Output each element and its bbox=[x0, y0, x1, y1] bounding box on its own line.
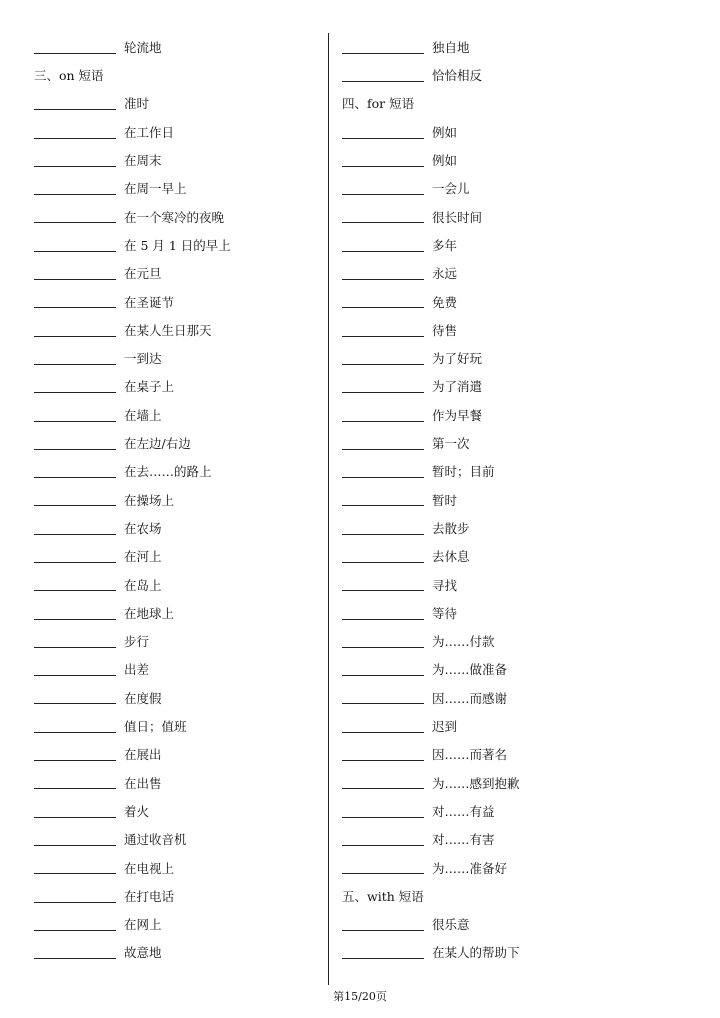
phrase-item bbox=[34, 628, 322, 656]
answer-blank[interactable] bbox=[342, 788, 424, 789]
phrase-meaning: 为……做准备 bbox=[432, 662, 508, 678]
phrase-meaning: 对……有害 bbox=[432, 832, 495, 848]
answer-blank[interactable] bbox=[34, 449, 116, 450]
phrase-item bbox=[342, 628, 642, 656]
phrase-meaning: 在地球上 bbox=[124, 605, 175, 621]
answer-blank[interactable] bbox=[342, 477, 424, 478]
phrase-item bbox=[34, 572, 322, 600]
page-number: 第15/20页 bbox=[333, 990, 387, 1003]
phrase-meaning: 很乐意 bbox=[432, 917, 470, 933]
phrase-item bbox=[34, 600, 322, 628]
phrase-meaning: 多年 bbox=[432, 237, 458, 253]
answer-blank[interactable] bbox=[34, 477, 116, 478]
phrase-item bbox=[342, 458, 642, 486]
answer-blank[interactable] bbox=[342, 505, 424, 506]
phrase-meaning: 为了消遣 bbox=[432, 379, 483, 395]
answer-blank[interactable] bbox=[342, 166, 424, 167]
phrase-meaning: 在度假 bbox=[124, 690, 162, 706]
answer-blank[interactable] bbox=[34, 364, 116, 365]
answer-blank[interactable] bbox=[34, 958, 116, 959]
section-heading-text: 五、with 短语 bbox=[342, 888, 424, 904]
section-heading-text: 三、on 短语 bbox=[34, 68, 104, 84]
answer-blank[interactable] bbox=[34, 845, 116, 846]
phrase-item bbox=[342, 543, 642, 571]
answer-blank[interactable] bbox=[34, 930, 116, 931]
phrase-item bbox=[34, 515, 322, 543]
phrase-item bbox=[342, 289, 642, 317]
phrase-item bbox=[342, 940, 642, 968]
phrase-item bbox=[342, 911, 642, 939]
phrase-item bbox=[342, 147, 642, 175]
answer-blank[interactable] bbox=[342, 873, 424, 874]
phrase-item bbox=[34, 345, 322, 373]
answer-blank[interactable] bbox=[342, 675, 424, 676]
phrase-meaning: 免费 bbox=[432, 294, 458, 310]
phrase-item bbox=[342, 741, 642, 769]
phrase-item bbox=[34, 34, 322, 62]
phrase-meaning: 在岛上 bbox=[124, 577, 162, 593]
phrase-item bbox=[34, 543, 322, 571]
phrase-meaning: 暂时；目前 bbox=[432, 464, 495, 480]
phrase-item bbox=[342, 204, 642, 232]
phrase-meaning: 在左边/右边 bbox=[124, 436, 191, 452]
phrase-item bbox=[342, 430, 642, 458]
phrase-meaning: 通过收音机 bbox=[124, 832, 187, 848]
answer-blank[interactable] bbox=[342, 647, 424, 648]
phrase-item bbox=[342, 402, 642, 430]
answer-blank[interactable] bbox=[34, 194, 116, 195]
answer-blank[interactable] bbox=[34, 873, 116, 874]
phrase-meaning: 例如 bbox=[432, 124, 458, 140]
phrase-meaning: 出差 bbox=[124, 662, 150, 678]
phrase-item bbox=[342, 232, 642, 260]
phrase-meaning: 在桌子上 bbox=[124, 379, 175, 395]
answer-blank[interactable] bbox=[342, 562, 424, 563]
phrase-item bbox=[342, 713, 642, 741]
phrase-meaning: 在工作日 bbox=[124, 124, 175, 140]
phrase-meaning: 第一次 bbox=[432, 436, 470, 452]
answer-blank[interactable] bbox=[342, 449, 424, 450]
answer-blank[interactable] bbox=[34, 647, 116, 648]
phrase-item bbox=[342, 345, 642, 373]
phrase-meaning: 步行 bbox=[124, 634, 150, 650]
answer-blank[interactable] bbox=[34, 817, 116, 818]
phrase-meaning: 例如 bbox=[432, 153, 458, 169]
phrase-meaning: 为……付款 bbox=[432, 634, 495, 650]
phrase-item bbox=[34, 458, 322, 486]
phrase-item bbox=[34, 119, 322, 147]
phrase-meaning: 在河上 bbox=[124, 549, 162, 565]
phrase-item bbox=[34, 770, 322, 798]
phrase-meaning: 在打电话 bbox=[124, 888, 175, 904]
phrase-meaning: 寻找 bbox=[432, 577, 458, 593]
answer-blank[interactable] bbox=[342, 222, 424, 223]
phrase-item bbox=[34, 260, 322, 288]
phrase-meaning: 独自地 bbox=[432, 39, 470, 55]
left-column bbox=[34, 34, 322, 968]
answer-blank[interactable] bbox=[342, 760, 424, 761]
phrase-item bbox=[342, 175, 642, 203]
phrase-meaning: 为了好玩 bbox=[432, 351, 483, 367]
phrase-meaning: 着火 bbox=[124, 803, 150, 819]
answer-blank[interactable] bbox=[342, 817, 424, 818]
answer-blank[interactable] bbox=[34, 760, 116, 761]
phrase-meaning: 去散步 bbox=[432, 520, 470, 536]
phrase-meaning: 故意地 bbox=[124, 945, 162, 961]
answer-blank[interactable] bbox=[34, 788, 116, 789]
answer-blank[interactable] bbox=[342, 138, 424, 139]
phrase-item bbox=[342, 260, 642, 288]
phrase-meaning: 值日；值班 bbox=[124, 719, 187, 735]
answer-blank[interactable] bbox=[342, 732, 424, 733]
phrase-meaning: 在出售 bbox=[124, 775, 162, 791]
phrase-item bbox=[34, 855, 322, 883]
phrase-item bbox=[342, 119, 642, 147]
phrase-meaning: 因……而感谢 bbox=[432, 690, 508, 706]
answer-blank[interactable] bbox=[34, 109, 116, 110]
answer-blank[interactable] bbox=[342, 53, 424, 54]
phrase-meaning: 轮流地 bbox=[124, 39, 162, 55]
answer-blank[interactable] bbox=[34, 421, 116, 422]
phrase-meaning: 永远 bbox=[432, 266, 458, 282]
answer-blank[interactable] bbox=[34, 53, 116, 54]
phrase-meaning: 作为早餐 bbox=[432, 407, 483, 423]
phrase-meaning: 一到达 bbox=[124, 351, 162, 367]
phrase-item bbox=[34, 232, 322, 260]
phrase-item bbox=[34, 147, 322, 175]
phrase-meaning: 在农场 bbox=[124, 520, 162, 536]
phrase-item bbox=[34, 685, 322, 713]
answer-blank[interactable] bbox=[342, 364, 424, 365]
phrase-meaning: 在周一早上 bbox=[124, 181, 187, 197]
answer-blank[interactable] bbox=[34, 562, 116, 563]
phrase-item bbox=[342, 685, 642, 713]
phrase-meaning: 一会儿 bbox=[432, 181, 470, 197]
phrase-item bbox=[342, 572, 642, 600]
answer-blank[interactable] bbox=[342, 307, 424, 308]
answer-blank[interactable] bbox=[342, 279, 424, 280]
answer-blank[interactable] bbox=[34, 732, 116, 733]
answer-blank[interactable] bbox=[342, 958, 424, 959]
phrase-meaning: 在圣诞节 bbox=[124, 294, 175, 310]
phrase-item bbox=[34, 402, 322, 430]
phrase-meaning: 待售 bbox=[432, 322, 458, 338]
answer-blank[interactable] bbox=[34, 392, 116, 393]
phrase-meaning: 很长时间 bbox=[432, 209, 483, 225]
phrase-item bbox=[34, 883, 322, 911]
answer-blank[interactable] bbox=[342, 619, 424, 620]
phrase-item bbox=[34, 713, 322, 741]
answer-blank[interactable] bbox=[342, 421, 424, 422]
phrase-item bbox=[34, 91, 322, 119]
answer-blank[interactable] bbox=[342, 534, 424, 535]
phrase-meaning: 在 5 月 1 日的早上 bbox=[124, 237, 231, 253]
section-heading bbox=[342, 91, 642, 119]
answer-blank[interactable] bbox=[34, 138, 116, 139]
phrase-meaning: 在一个寒冷的夜晚 bbox=[124, 209, 225, 225]
phrase-meaning: 在墙上 bbox=[124, 407, 162, 423]
phrase-meaning: 为……感到抱歉 bbox=[432, 775, 520, 791]
phrase-item bbox=[34, 430, 322, 458]
answer-blank[interactable] bbox=[342, 930, 424, 931]
phrase-item bbox=[34, 204, 322, 232]
answer-blank[interactable] bbox=[34, 251, 116, 252]
phrase-meaning: 恰恰相反 bbox=[432, 68, 483, 84]
phrase-item bbox=[342, 487, 642, 515]
phrase-meaning: 因……而著名 bbox=[432, 747, 508, 763]
section-heading bbox=[342, 883, 642, 911]
phrase-item bbox=[342, 657, 642, 685]
phrase-meaning: 在操场上 bbox=[124, 492, 175, 508]
phrase-item bbox=[34, 657, 322, 685]
phrase-item bbox=[34, 826, 322, 854]
phrase-meaning: 对……有益 bbox=[432, 803, 495, 819]
answer-blank[interactable] bbox=[342, 590, 424, 591]
answer-blank[interactable] bbox=[34, 902, 116, 903]
phrase-item bbox=[342, 515, 642, 543]
phrase-meaning: 为……准备好 bbox=[432, 860, 508, 876]
section-heading bbox=[34, 62, 322, 90]
phrase-meaning: 准时 bbox=[124, 96, 150, 112]
right-column bbox=[342, 34, 642, 968]
answer-blank[interactable] bbox=[34, 222, 116, 223]
answer-blank[interactable] bbox=[34, 619, 116, 620]
answer-blank[interactable] bbox=[34, 534, 116, 535]
phrase-item bbox=[342, 62, 642, 90]
answer-blank[interactable] bbox=[342, 81, 424, 82]
answer-blank[interactable] bbox=[34, 336, 116, 337]
phrase-item bbox=[342, 317, 642, 345]
answer-blank[interactable] bbox=[34, 675, 116, 676]
phrase-item bbox=[34, 911, 322, 939]
section-heading-text: 四、for 短语 bbox=[342, 96, 415, 112]
phrase-item bbox=[342, 855, 642, 883]
phrase-meaning: 在网上 bbox=[124, 917, 162, 933]
answer-blank[interactable] bbox=[34, 279, 116, 280]
phrase-meaning: 在展出 bbox=[124, 747, 162, 763]
phrase-item bbox=[34, 741, 322, 769]
answer-blank[interactable] bbox=[34, 166, 116, 167]
answer-blank[interactable] bbox=[34, 703, 116, 704]
phrase-meaning: 在某人生日那天 bbox=[124, 322, 212, 338]
phrase-meaning: 去休息 bbox=[432, 549, 470, 565]
phrase-item bbox=[34, 798, 322, 826]
column-divider bbox=[328, 33, 329, 985]
phrase-meaning: 在去……的路上 bbox=[124, 464, 212, 480]
answer-blank[interactable] bbox=[342, 194, 424, 195]
answer-blank[interactable] bbox=[342, 392, 424, 393]
answer-blank[interactable] bbox=[342, 703, 424, 704]
phrase-meaning: 迟到 bbox=[432, 719, 458, 735]
answer-blank[interactable] bbox=[34, 307, 116, 308]
phrase-item bbox=[34, 175, 322, 203]
phrase-meaning: 在元旦 bbox=[124, 266, 162, 282]
phrase-meaning: 在电视上 bbox=[124, 860, 175, 876]
phrase-item bbox=[342, 826, 642, 854]
phrase-item bbox=[34, 317, 322, 345]
answer-blank[interactable] bbox=[342, 251, 424, 252]
answer-blank[interactable] bbox=[342, 336, 424, 337]
phrase-item bbox=[342, 770, 642, 798]
answer-blank[interactable] bbox=[34, 590, 116, 591]
phrase-meaning: 在周末 bbox=[124, 153, 162, 169]
phrase-item bbox=[342, 34, 642, 62]
phrase-item bbox=[342, 798, 642, 826]
phrase-item bbox=[342, 374, 642, 402]
phrase-meaning: 在某人的帮助下 bbox=[432, 945, 520, 961]
phrase-item bbox=[34, 487, 322, 515]
phrase-item bbox=[34, 289, 322, 317]
answer-blank[interactable] bbox=[34, 505, 116, 506]
answer-blank[interactable] bbox=[342, 845, 424, 846]
phrase-meaning: 等待 bbox=[432, 605, 458, 621]
phrase-item bbox=[34, 374, 322, 402]
phrase-meaning: 暂时 bbox=[432, 492, 458, 508]
phrase-item bbox=[34, 940, 322, 968]
phrase-item bbox=[342, 600, 642, 628]
